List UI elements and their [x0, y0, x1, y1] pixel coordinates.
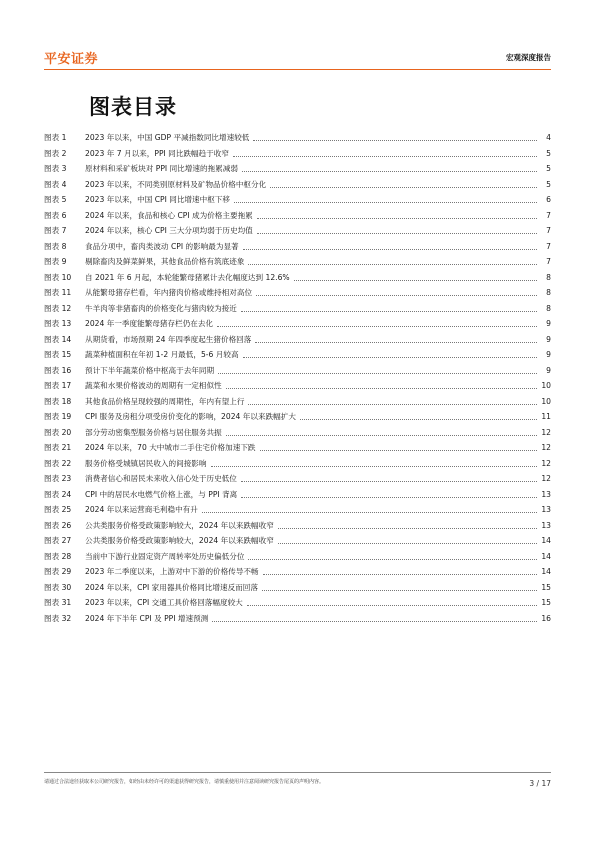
- toc-entry-page: 12: [541, 458, 551, 468]
- toc-entry-label: 图表 10: [44, 272, 72, 282]
- toc-entry[interactable]: [44, 270, 551, 286]
- toc-entry[interactable]: [44, 611, 551, 627]
- toc-entry-title: 2024 年以来，70 大中城市二手住宅价格加速下跌: [85, 443, 256, 452]
- header-divider: [44, 69, 551, 70]
- toc-entry-page: 7: [546, 226, 551, 235]
- toc-entry-title: 原材料和采矿板块对 PPI 同比增速的拖累减弱: [85, 164, 238, 173]
- company-logo: 平安证券: [44, 52, 99, 67]
- toc-entry-page: 7: [546, 257, 551, 266]
- toc-entry-title: 牛羊肉等非猪畜肉的价格变化与猪肉较为接近: [85, 303, 237, 313]
- toc-entry-label: 图表 6: [44, 210, 67, 220]
- toc-entry-label: 图表 28: [44, 551, 72, 561]
- toc-entry[interactable]: [44, 177, 551, 193]
- toc-entry[interactable]: [44, 595, 551, 611]
- toc-entry-title: 其他食品价格呈现较强的周期性，年内有望上行: [85, 396, 245, 406]
- toc-entry-page: 12: [541, 474, 551, 483]
- toc-entry-title: 从期货看，市场预期 24 年四季度起生猪价格回落: [85, 334, 252, 344]
- toc-entry[interactable]: [44, 502, 551, 518]
- report-type-label: 宏观深度报告: [506, 53, 551, 62]
- toc-title: 图表目录: [89, 95, 177, 119]
- toc-dot-leader: [233, 156, 537, 157]
- toc-entry-label: 图表 5: [44, 195, 67, 204]
- toc-entry[interactable]: [44, 440, 551, 456]
- toc-entry-title: 2024 年一季度能繁母猪存栏仍在去化: [85, 319, 214, 328]
- toc-dot-leader: [256, 295, 537, 296]
- toc-entry-label: 图表 19: [44, 412, 72, 421]
- toc-dot-leader: [300, 419, 537, 420]
- toc-entry[interactable]: [44, 332, 551, 348]
- toc-entry-title: 蔬菜种植面积在年初 1-2 月最低，5-6 月较高: [85, 350, 239, 359]
- footer-disclaimer: 请通过合法途径获取本公司研究报告，如经由未经许可的渠道获得研究报告，请慎重使用并注意阅读研究报告尾页的声明内容。: [44, 779, 325, 785]
- toc-entry-label: 图表 7: [44, 226, 67, 235]
- toc-dot-leader: [241, 481, 537, 482]
- toc-entry-page: 13: [541, 505, 551, 514]
- toc-dot-leader: [278, 543, 537, 544]
- toc-entry[interactable]: [44, 316, 551, 332]
- toc-entry-title: 2023 年二季度以来，上游对中下游的价格传导不畅: [85, 567, 259, 576]
- toc-entry-label: 图表 32: [44, 613, 72, 623]
- toc-entry-page: 5: [546, 164, 551, 173]
- toc-entry[interactable]: [44, 409, 551, 425]
- toc-entry-title: 2023 年以来，CPI 交通工具价格回落幅度较大: [85, 598, 243, 607]
- toc-entry-page: 10: [541, 396, 551, 406]
- toc-entry-page: 4: [546, 133, 551, 142]
- toc-entry-title: 部分劳动密集型服务价格与居住服务共振: [85, 427, 222, 437]
- toc-entry-page: 9: [546, 350, 551, 359]
- toc-entry-page: 13: [541, 520, 551, 530]
- toc-dot-leader: [257, 233, 537, 234]
- toc-entry-page: 9: [546, 319, 551, 328]
- toc-entry-title: CPI 中的居民水电燃气价格上涨，与 PPI 背离: [85, 489, 238, 499]
- toc-entry-label: 图表 9: [44, 257, 67, 266]
- toc-entry-title: 2024 年以来，食品和核心 CPI 成为价格主要拖累: [85, 210, 253, 220]
- toc-entry-label: 图表 16: [44, 365, 72, 375]
- toc-entry-title: 预计下半年蔬菜价格中枢高于去年同期: [85, 365, 215, 375]
- toc-dot-leader: [247, 605, 537, 606]
- toc-entry-label: 图表 27: [44, 536, 72, 545]
- toc-entry-title: 2023 年以来，不同类别原材料及矿物品价格中枢分化: [85, 179, 267, 189]
- toc-dot-leader: [226, 435, 537, 436]
- toc-entry-label: 图表 21: [44, 443, 72, 452]
- page-number: 3 / 17: [529, 779, 551, 788]
- toc-dot-leader: [212, 621, 537, 622]
- toc-entry-title: 公共类服务价格受政策影响较大，2024 年以来跌幅收窄: [85, 520, 274, 530]
- toc-entry-page: 10: [541, 381, 551, 390]
- toc-entry-title: 2024 年下半年 CPI 及 PPI 增速预测: [85, 613, 209, 623]
- toc-entry[interactable]: [44, 254, 551, 270]
- toc-entry[interactable]: [44, 394, 551, 410]
- toc-entry[interactable]: [44, 425, 551, 441]
- toc-entry-label: 图表 24: [44, 489, 72, 499]
- toc-entry-page: 8: [546, 303, 551, 313]
- toc-entry-title: 剔除畜肉及鲜菜鲜果，其他食品价格有筑底迹象: [85, 257, 245, 266]
- page-header: [44, 48, 551, 70]
- toc-entry-label: 图表 26: [44, 520, 72, 530]
- toc-entry-page: 7: [546, 210, 551, 220]
- toc-entry-page: 6: [546, 195, 551, 204]
- toc-entry[interactable]: [44, 130, 551, 146]
- toc-entry-label: 图表 20: [44, 427, 72, 437]
- toc-entry-title: 2024 年以来，核心 CPI 三大分项均弱于历史均值: [85, 226, 253, 235]
- toc-entry-label: 图表 30: [44, 582, 72, 592]
- toc-entry-label: 图表 4: [44, 179, 67, 189]
- toc-dot-leader: [263, 574, 537, 575]
- toc-entry[interactable]: [44, 471, 551, 487]
- toc-entry-label: 图表 14: [44, 334, 72, 344]
- toc-entry-page: 5: [546, 179, 551, 189]
- toc-entry-title: 食品分项中，畜肉类波动 CPI 的影响最为显著: [85, 241, 239, 251]
- toc-entry[interactable]: [44, 363, 551, 379]
- toc-dot-leader: [260, 450, 537, 451]
- toc-entry[interactable]: [44, 223, 551, 239]
- toc-dot-leader: [270, 187, 537, 188]
- toc-entry-page: 8: [546, 272, 551, 282]
- toc-entry-page: 12: [541, 427, 551, 437]
- toc-entry[interactable]: [44, 161, 551, 177]
- toc-entry-title: 2024 年以来，CPI 家用器具价格同比增速反而回落: [85, 582, 258, 592]
- toc-entry-title: 2024 年以来运营商毛利稳中有升: [85, 505, 198, 514]
- toc-entry-page: 13: [541, 489, 551, 499]
- toc-entry-label: 图表 31: [44, 598, 72, 607]
- toc-dot-leader: [241, 311, 537, 312]
- toc-entry-page: 8: [546, 288, 551, 297]
- toc-dot-leader: [234, 202, 537, 203]
- toc-entry-title: 蔬菜和水果价格波动的周期有一定相似性: [85, 381, 222, 390]
- toc-dot-leader: [255, 342, 537, 343]
- toc-entry-label: 图表 11: [44, 288, 72, 297]
- toc-entry[interactable]: [44, 146, 551, 162]
- toc-entry-page: 15: [541, 598, 551, 607]
- toc-entry-label: 图表 1: [44, 133, 67, 142]
- toc-dot-leader: [253, 140, 537, 141]
- toc-entry-page: 7: [546, 241, 551, 251]
- toc-entry-page: 5: [546, 148, 551, 158]
- toc-entry[interactable]: [44, 533, 551, 549]
- toc-dot-leader: [217, 326, 537, 327]
- toc-dot-leader: [248, 264, 537, 265]
- toc-entry-label: 图表 29: [44, 567, 72, 576]
- toc-entry-page: 12: [541, 443, 551, 452]
- toc-entry[interactable]: [44, 301, 551, 317]
- toc-dot-leader: [278, 528, 537, 529]
- toc-dot-leader: [257, 218, 537, 219]
- toc-entry[interactable]: [44, 239, 551, 255]
- toc-entry-title: CPI 服务及房租分项受房价变化的影响，2024 年以来跌幅扩大: [85, 412, 296, 421]
- toc-entry-label: 图表 2: [44, 148, 67, 158]
- toc-entry[interactable]: [44, 285, 551, 301]
- toc-entry[interactable]: [44, 192, 551, 208]
- toc-dot-leader: [248, 404, 537, 405]
- toc-entry-page: 9: [546, 334, 551, 344]
- toc-dot-leader: [226, 388, 537, 389]
- toc-entry-title: 当前中下游行业固定资产周转率处历史偏低分位: [85, 551, 245, 561]
- toc-entry-title: 自 2021 年 6 月起，本轮能繁母猪累计去化幅度达到 12.6%: [85, 272, 290, 282]
- toc-entry-label: 图表 8: [44, 241, 67, 251]
- toc-entry-title: 服务价格受城镇居民收入的间接影响: [85, 458, 207, 468]
- toc-entry[interactable]: [44, 518, 551, 534]
- toc-entry-title: 2023 年以来，中国 GDP 平减指数同比增速较低: [85, 133, 250, 142]
- toc-entry[interactable]: [44, 347, 551, 363]
- toc-entry-label: 图表 22: [44, 458, 72, 468]
- toc-entry-label: 图表 25: [44, 505, 72, 514]
- toc-entry-page: 16: [541, 613, 551, 623]
- toc-entry-title: 2023 年 7 月以来，PPI 同比跌幅趋于收窄: [85, 148, 229, 158]
- toc-entry-label: 图表 23: [44, 474, 72, 483]
- footer-divider: [44, 772, 551, 773]
- toc-entry[interactable]: [44, 487, 551, 503]
- toc-dot-leader: [243, 249, 537, 250]
- toc-entry-label: 图表 17: [44, 381, 72, 390]
- toc-entry[interactable]: [44, 549, 551, 565]
- toc-dot-leader: [262, 590, 537, 591]
- toc-entry[interactable]: [44, 580, 551, 596]
- toc-entry-title: 消费者信心和居民未来收入信心处于历史低位: [85, 474, 237, 483]
- toc-entry-page: 14: [541, 567, 551, 576]
- toc-entry-title: 从能繁母猪存栏看，年内猪肉价格或维持相对高位: [85, 288, 253, 297]
- toc-dot-leader: [243, 357, 537, 358]
- toc-dot-leader: [294, 280, 537, 281]
- toc-entry-page: 15: [541, 582, 551, 592]
- toc-entry-label: 图表 13: [44, 319, 72, 328]
- toc-entry-title: 2023 年以来，中国 CPI 同比增速中枢下移: [85, 195, 230, 204]
- toc-dot-leader: [242, 171, 537, 172]
- toc-dot-leader: [241, 497, 537, 498]
- toc-entry-label: 图表 15: [44, 350, 72, 359]
- toc-dot-leader: [202, 512, 537, 513]
- toc-dot-leader: [218, 373, 537, 374]
- toc-entry-label: 图表 3: [44, 164, 67, 173]
- toc-entry[interactable]: [44, 456, 551, 472]
- toc-entry-page: 14: [541, 551, 551, 561]
- toc-entry-title: 公共类服务价格受政策影响较大，2024 年以来跌幅收窄: [85, 536, 274, 545]
- toc-entry[interactable]: [44, 564, 551, 580]
- toc-entry[interactable]: [44, 378, 551, 394]
- toc-entry-label: 图表 18: [44, 396, 72, 406]
- toc-entry-page: 9: [546, 365, 551, 375]
- toc-dot-leader: [248, 559, 537, 560]
- toc-entry-page: 14: [541, 536, 551, 545]
- toc-dot-leader: [211, 466, 538, 467]
- toc-entry-label: 图表 12: [44, 303, 72, 313]
- toc-list: [44, 130, 551, 626]
- toc-entry-page: 11: [541, 412, 551, 421]
- toc-entry[interactable]: [44, 208, 551, 224]
